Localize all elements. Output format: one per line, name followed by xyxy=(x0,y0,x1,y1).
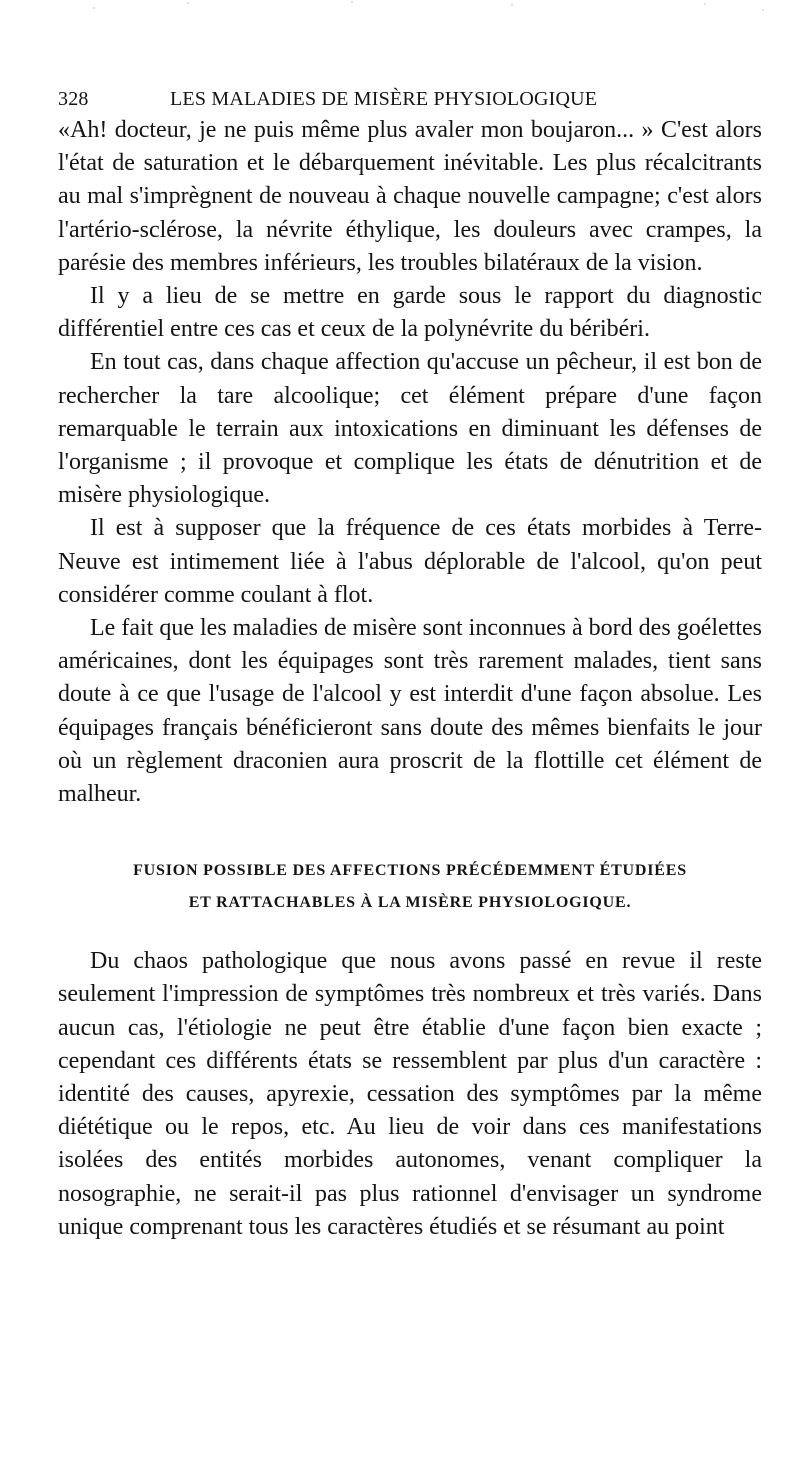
section-paragraph: Du chaos pathologique que nous avons passé en revue il reste seulement l'impression de symptômes très nombreux et très variés. Dans aucun cas, l'étiologie ne peut être établie d'une façon bien exacte ; cependant ces différents états se ressemblent par plus d'un caractère : identité des causes, apyrexie, cessation des symptômes par la même diététique ou le repos, etc. Au lieu de voir dans ces manifestations isolées des entités morbides autonomes, venant compliquer la nosographie, ne serait-il pas plus rationnel d'envisager un syndrome unique comprenant tous les caractères étudiés et se résumant au point xyxy=(58,948,762,1240)
scan-noise xyxy=(0,0,800,40)
book-page xyxy=(58,80,762,1244)
paragraph: Il y a lieu de se mettre en garde sous le rapport du diagnostic différentiel entre ces cas et ceux de la polynévrite du béribéri. xyxy=(58,283,762,343)
section-heading-line: FUSION POSSIBLE DES AFFECTIONS PRÉCÉDEMMENT ÉTUDIÉES xyxy=(133,862,687,880)
running-head xyxy=(58,80,762,114)
section-heading-line: ET RATTACHABLES À LA MISÈRE PHYSIOLOGIQUE. xyxy=(188,894,632,912)
paragraph: En tout cas, dans chaque affection qu'accuse un pêcheur, il est bon de rechercher la tare alcoolique; cet élément prépare d'une façon remarquable le terrain aux intoxications en diminuant les défenses de l'organisme ; il provoque et complique les états de dénutrition et de misère physiologique. xyxy=(58,349,762,509)
paragraph: Il est à supposer que la fréquence de ces états morbides à Terre-Neuve est intimement liée à l'abus déplorable de l'alcool, qu'on peut considérer comme coulant à flot. xyxy=(58,515,762,608)
section-heading xyxy=(58,855,762,919)
main-text xyxy=(58,114,762,811)
paragraph: Le fait que les maladies de misère sont inconnues à bord des goélettes américaines, dont les équipages sont très rarement malades, tient sans doute à ce que l'usage de l'alcool y est interdit d'une façon absolue. Les équipages français bénéficieront sans doute des mêmes bienfaits le jour où un règlement draconien aura proscrit de la flottille cet élément de malheur. xyxy=(58,615,762,808)
running-title: LES MALADIES DE MISÈRE PHYSIOLOGIQUE xyxy=(170,88,598,110)
paragraph: «Ah! docteur, je ne puis même plus avaler mon boujaron... » C'est alors l'état de saturation et le débarquement inévitable. Les plus récalcitrants au mal s'imprègnent de nouveau à chaque nouvelle campagne; c'est alors l'artério-sclérose, la névrite éthylique, les douleurs avec crampes, la parésie des membres inférieurs, les troubles bilatéraux de la vision. xyxy=(58,117,762,276)
page-number: 328 xyxy=(58,88,89,110)
